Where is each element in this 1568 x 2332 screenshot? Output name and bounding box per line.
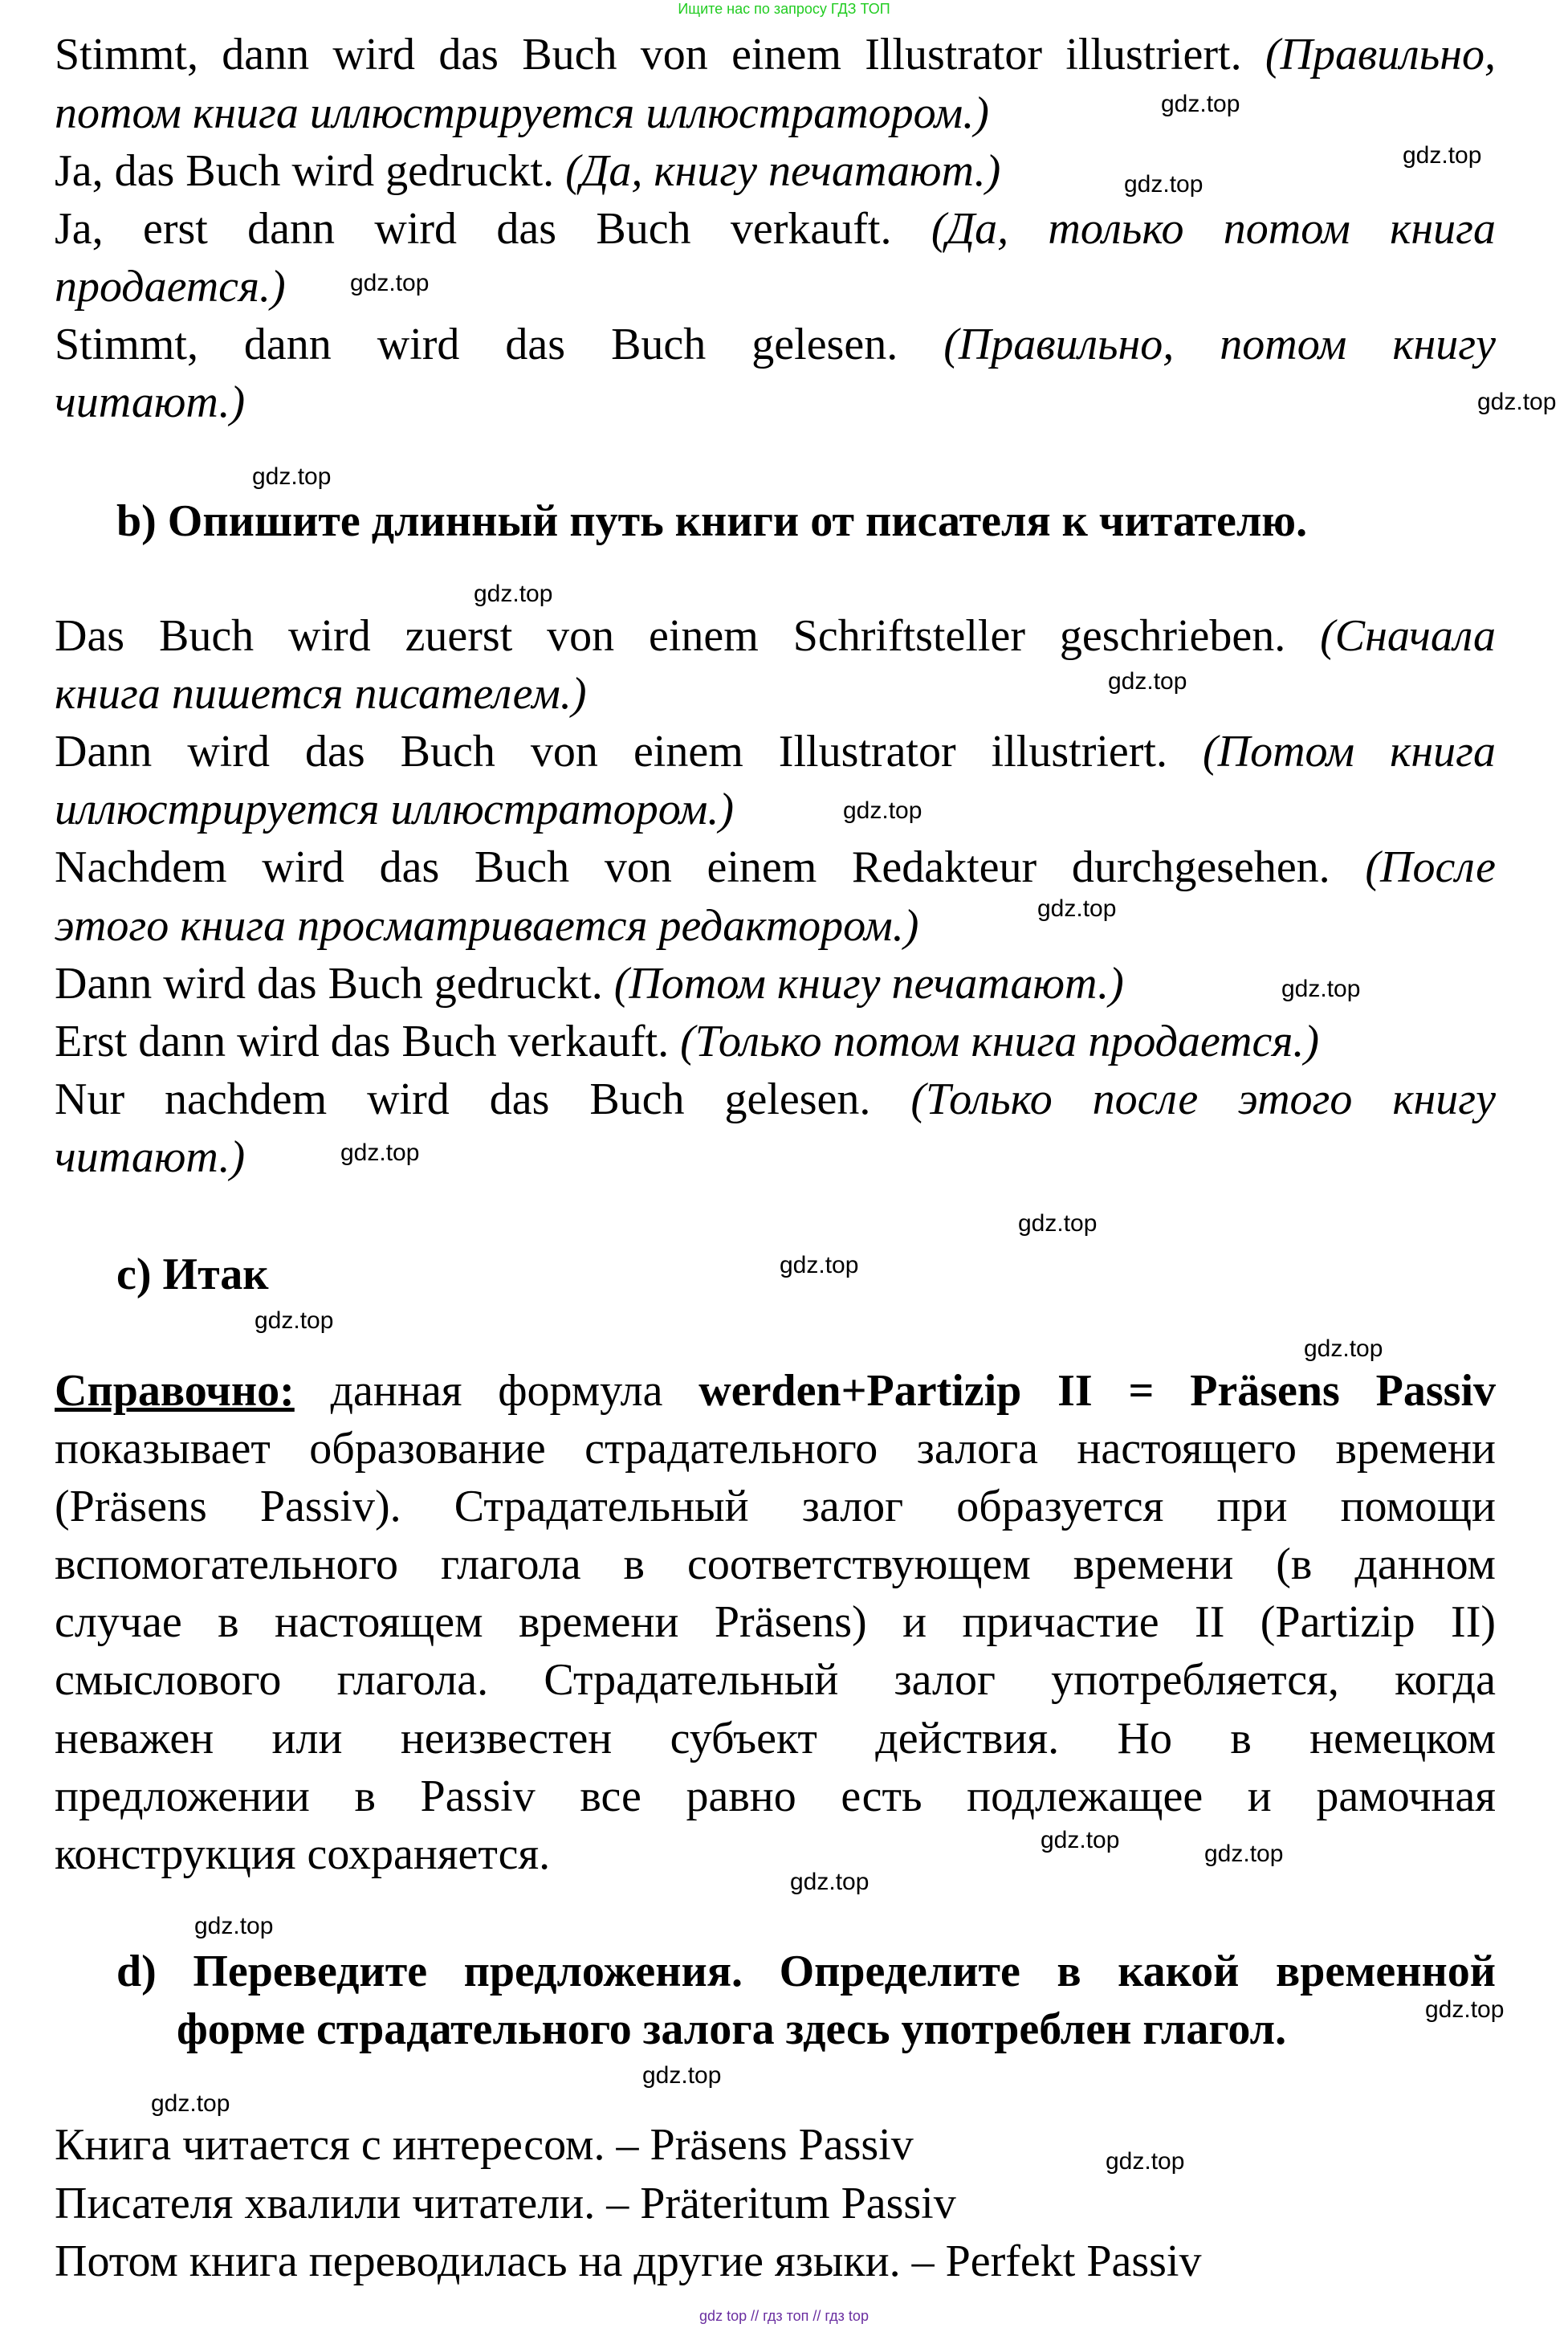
translation-text: книга пишется писателем.): [55, 669, 587, 719]
text-line: [55, 1132, 245, 1182]
watermark: gdz.top: [1037, 895, 1117, 922]
text-line: [55, 204, 1496, 254]
text-segment: c) Итак: [116, 1250, 269, 1299]
text-line: [55, 1714, 1496, 1763]
text-segment: Nur nachdem wird das Buch gelesen.: [55, 1074, 911, 1124]
text-segment: Ja, erst dann wird das Buch verkauft.: [55, 204, 931, 254]
text-line: [55, 727, 1496, 777]
watermark: gdz.top: [350, 270, 430, 296]
watermark: gdz.top: [1041, 1827, 1120, 1853]
text-segment: смыслового глагола. Страдательный залог употребляется, когда: [55, 1655, 1496, 1705]
watermark: gdz.top: [780, 1252, 859, 1278]
text-line: [55, 611, 1496, 661]
text-segment: Erst dann wird das Buch verkauft.: [55, 1017, 681, 1066]
translation-text: (Да, только потом книга: [931, 204, 1496, 254]
section-heading: [116, 1947, 1496, 1996]
text-line: [55, 262, 286, 312]
watermark: gdz.top: [255, 1307, 334, 1334]
text-segment: Stimmt, dann wird das Buch von einem Illustrator illustriert.: [55, 30, 1265, 80]
translation-text: (Правильно, потом книгу: [943, 320, 1497, 369]
text-line: [55, 1771, 1496, 1821]
text-line: [55, 2120, 914, 2170]
text-segment: конструкция сохраняется.: [55, 1829, 551, 1879]
text-line: [55, 1074, 1496, 1124]
text-line: [55, 146, 1000, 196]
translation-text: (После: [1365, 842, 1496, 892]
text-segment: Ja, das Buch wird gedruckt.: [55, 146, 566, 196]
text-line: [55, 959, 1124, 1009]
text-segment: Stimmt, dann wird das Buch gelesen.: [55, 320, 944, 369]
text-segment: Nachdem wird das Buch von einem Redakteur durchgesehen.: [55, 842, 1366, 892]
text-segment: werden+Partizip II = Präsens Passiv: [698, 1366, 1496, 1416]
translation-text: (Сначала: [1320, 611, 1496, 661]
translation-text: иллюстрируется иллюстратором.): [55, 785, 735, 834]
watermark: gdz.top: [1018, 1210, 1098, 1237]
translation-text: читают.): [55, 377, 246, 427]
watermark: gdz.top: [1403, 142, 1482, 169]
watermark: gdz.top: [1281, 976, 1361, 1002]
text-line: [55, 842, 1496, 892]
text-segment: Потом книга переводилась на другие языки. – Perfekt Passiv: [55, 2236, 1202, 2286]
watermark: gdz.top: [1304, 1335, 1383, 1362]
text-line: [55, 88, 989, 138]
watermark: gdz.top: [1161, 91, 1240, 117]
text-segment: d) Переведите предложения. Определите в какой временной: [116, 1947, 1496, 1996]
text-segment: неважен или неизвестен субъект действия. Но в немецком: [55, 1714, 1496, 1763]
section-heading: [116, 496, 1307, 546]
watermark: gdz.top: [474, 581, 553, 607]
translation-text: потом книга иллюстрируется иллюстратором.): [55, 88, 989, 138]
text-segment: b) Опишите длинный путь книги от писателя к читателю.: [116, 496, 1308, 546]
text-line: [55, 320, 1496, 369]
text-line: [55, 901, 918, 951]
text-segment: (Präsens Passiv). Страдательный залог образуется при помощи: [55, 1482, 1496, 1531]
translation-text: читают.): [55, 1132, 246, 1182]
text-segment: Писателя хвалили читатели. – Präteritum Passiv: [55, 2179, 956, 2228]
text-segment: данная формула: [330, 1366, 699, 1416]
text-line: [55, 1366, 1496, 1416]
text-line: [55, 2236, 1201, 2286]
text-segment: вспомогательного глагола в соответствующем времени (в данном: [55, 1539, 1496, 1589]
top-banner: Ищите нас по запросу ГДЗ ТОП: [678, 1, 890, 17]
watermark: gdz.top: [1204, 1841, 1284, 1867]
text-segment: предложении в Passiv все равно есть подлежащее и рамочная: [55, 1771, 1496, 1821]
text-line: [55, 1539, 1496, 1589]
text-line: [55, 2179, 956, 2228]
translation-text: (Правильно,: [1265, 30, 1496, 80]
watermark: gdz.top: [1425, 1996, 1505, 2023]
section-heading: [177, 2004, 1286, 2054]
text-line: [55, 30, 1496, 80]
translation-text: (Потом книгу печатают.): [613, 959, 1124, 1009]
text-line: [55, 1829, 550, 1879]
text-segment: Справочно:: [55, 1366, 295, 1416]
watermark: gdz.top: [151, 2090, 230, 2117]
text-line: [55, 1482, 1496, 1531]
text-segment: форме страдательного залога здесь употреблен глагол.: [177, 2004, 1287, 2054]
text-segment: случае в настоящем времени Präsens) и причастие II (Partizip II): [55, 1597, 1496, 1647]
bottom-banner: gdz top // гдз топ // гдз top: [699, 2308, 869, 2324]
watermark: gdz.top: [1106, 2148, 1185, 2175]
watermark: gdz.top: [340, 1140, 420, 1166]
watermark: gdz.top: [252, 463, 332, 490]
text-line: [55, 785, 734, 834]
text-line: [55, 1424, 1496, 1474]
translation-text: продается.): [55, 262, 286, 312]
text-line: [55, 1597, 1496, 1647]
watermark: gdz.top: [1477, 389, 1557, 415]
watermark: gdz.top: [194, 1913, 274, 1939]
watermark: gdz.top: [843, 797, 922, 824]
text-line: [55, 1655, 1496, 1705]
watermark: gdz.top: [790, 1869, 870, 1895]
translation-text: (Потом книга: [1203, 727, 1496, 777]
watermark: gdz.top: [1108, 668, 1187, 695]
text-segment: Das Buch wird zuerst von einem Schriftsteller geschrieben.: [55, 611, 1321, 661]
watermark: gdz.top: [1124, 171, 1203, 198]
translation-text: (Только после этого книгу: [910, 1074, 1496, 1124]
text-segment: Книга читается с интересом. – Präsens Passiv: [55, 2120, 914, 2170]
text-line: [55, 377, 245, 427]
text-segment: показывает образование страдательного залога настоящего времени: [55, 1424, 1496, 1474]
text-line: [55, 1017, 1319, 1066]
section-heading: [116, 1250, 269, 1299]
translation-text: этого книга просматривается редактором.): [55, 901, 919, 951]
text-segment: Dann wird das Buch gedruckt.: [55, 959, 614, 1009]
text-segment: Dann wird das Buch von einem Illustrator illustriert.: [55, 727, 1203, 777]
watermark: gdz.top: [642, 2062, 722, 2089]
text-line: [55, 669, 587, 719]
translation-text: (Только потом книга продается.): [680, 1017, 1320, 1066]
translation-text: (Да, книгу печатают.): [565, 146, 1001, 196]
